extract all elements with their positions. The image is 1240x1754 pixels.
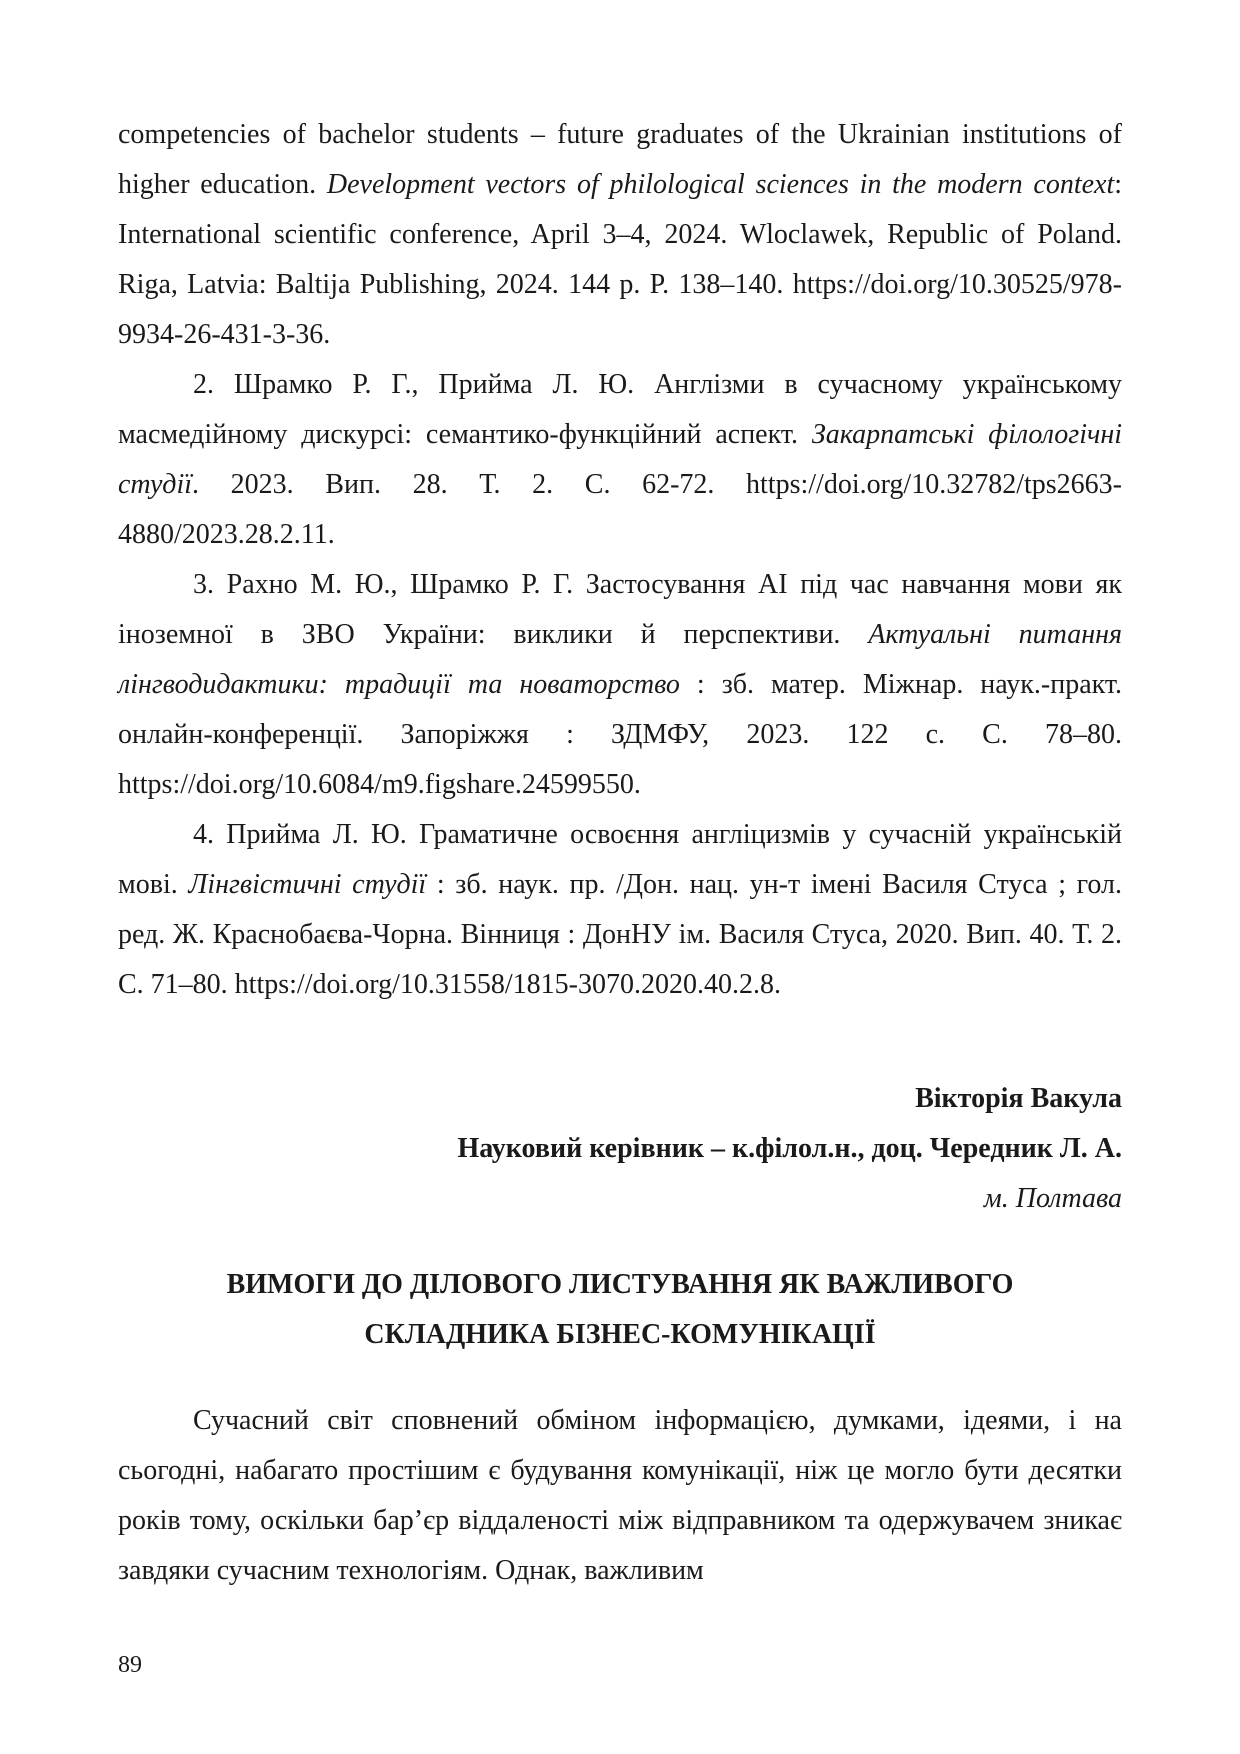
reference-4-source-title: Лінгвістичні студії xyxy=(188,869,427,900)
reference-3-source-title: Актуальні питання лінгводидактики: традиції та новаторство xyxy=(118,619,1122,700)
article-title-line-1: ВИМОГИ ДО ДІЛОВОГО ЛИСТУВАННЯ ЯК ВАЖЛИВОГО xyxy=(226,1269,1014,1300)
article-body-paragraph: Сучасний світ сповнений обміном інформацією, думками, ідеями, і на сьогодні, набагато простішим є будування комунікації, ніж це могло бути десятки років тому, оскільки бар’єр віддаленості між відправником та одержувачем зникає завдяки сучасним технологіям. Однак, важливим xyxy=(118,1405,1122,1586)
reference-1-continuation xyxy=(118,110,1122,360)
reference-2-details: . 2023. Вип. 28. Т. 2. С. 62-72. https://doi.org/10.32782/tps2663-4880/2023.28.2.11. xyxy=(118,469,1122,550)
supervisor-line: Науковий керівник – к.філол.н., доц. Чередник Л. А. xyxy=(457,1133,1122,1164)
reference-2-text: 2. Шрамко Р. Г., Прийма Л. Ю. Англізми в сучасному українському масмедійному дискурсі: семантико-функційний аспект. xyxy=(118,369,1122,450)
reference-4-text: 4. Прийма Л. Ю. Граматичне освоєння англіцизмів у сучасній українській мові. xyxy=(118,819,1122,900)
reference-2-source-title: Закарпатські філологічні студії xyxy=(118,419,1123,500)
reference-2 xyxy=(118,360,1122,560)
reference-3-details: : зб. матер. Міжнар. наук.-практ. онлайн-конференції. Запоріжжя : ЗДМФУ, 2023. 122 с. С. 78–80. https://doi.org/10.6084/m9.figshare.24599550. xyxy=(118,669,1123,800)
document-page xyxy=(118,110,1122,1596)
reference-1-text: competencies of bachelor students – future graduates of the Ukrainian institutions of higher education. xyxy=(118,119,1122,200)
reference-3 xyxy=(118,560,1122,810)
reference-1-details: : International scientific conference, April 3–4, 2024. Wloclawek, Republic of Poland. Riga, Latvia: Baltija Publishing, 2024. 144 p. P. 138–140. https://doi.org/10.30525/978-9934-26-431-3-36. xyxy=(118,169,1123,350)
author-block xyxy=(118,1074,1122,1224)
reference-4-details: : зб. наук. пр. /Дон. нац. ун-т імені Василя Стуса ; гол. ред. Ж. Краснобаєва-Чорна. Вінниця : ДонНУ ім. Василя Стуса, 2020. Вип. 40. Т. 2. С. 71–80. https://doi.org/10.31558/1815-3070.2020.40.2.8. xyxy=(118,869,1123,1000)
reference-4 xyxy=(118,810,1122,1010)
author-city: м. Полтава xyxy=(983,1183,1122,1214)
page-number: 89 xyxy=(118,1652,142,1678)
reference-1-source-title: Development vectors of philological sciences in the modern context xyxy=(326,169,1115,200)
article-title-line-2: СКЛАДНИКА БІЗНЕС-КОМУНІКАЦІЇ xyxy=(364,1319,876,1350)
reference-3-text: 3. Рахно М. Ю., Шрамко Р. Г. Застосування AI під час навчання мови як іноземної в ЗВО України: виклики й перспективи. xyxy=(118,569,1122,650)
author-name: Вікторія Вакула xyxy=(915,1083,1122,1114)
article-title xyxy=(118,1260,1122,1360)
